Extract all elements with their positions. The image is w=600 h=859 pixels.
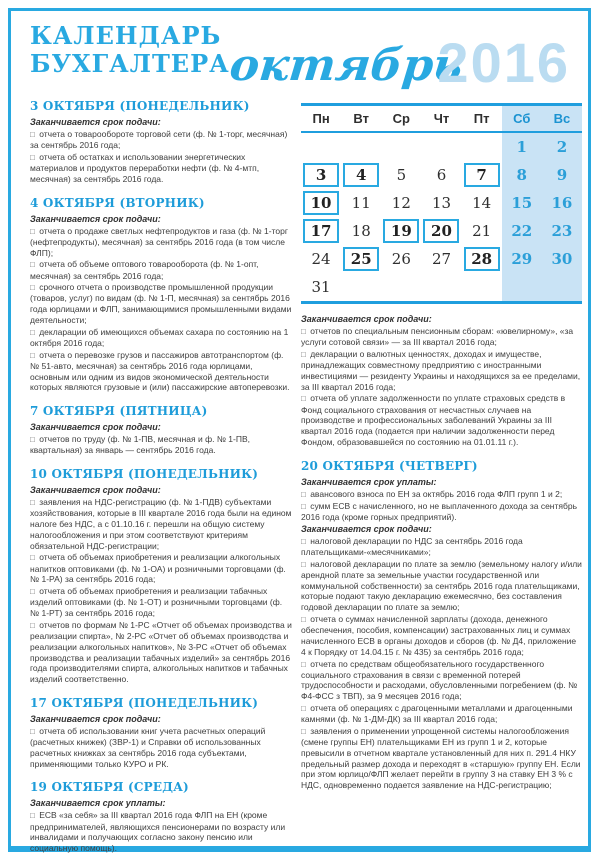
- calendar-day-cell: 26: [391, 250, 411, 268]
- deadline-item-text: отчетов по специальным пенсионным сборам: «ювелирному», «за услуги сотовой связи» — за III квартал 2016 года;: [301, 326, 574, 348]
- calendar-day-cell: [301, 133, 341, 161]
- deadline-item: [30, 282, 292, 326]
- calendar-date-section: [301, 314, 582, 448]
- checkbox-icon: □: [30, 498, 35, 508]
- right-column: [301, 103, 582, 802]
- checkbox-icon: □: [301, 536, 306, 546]
- section-date-heading: 17 ОКТЯБРЯ (ПОНЕДЕЛЬНИК): [30, 695, 259, 710]
- checkbox-icon: □: [30, 260, 35, 270]
- calendar-weekday-header: Пт: [462, 106, 502, 133]
- deadline-item: [30, 586, 292, 619]
- calendar-day-cell: [381, 217, 421, 245]
- deadline-item-text: заявления на НДС-регистрацию (ф. № 1-ПДВ) субъектами хозяйствования, которые в III квартале 2016 года были на едином налоге без НДС, а с 01.10.16 г. перешли на общую систему налогообложения и при этом соответствуют критериям обязательной НДС-регистрации;: [30, 497, 292, 551]
- section-date-heading: 4 ОКТЯБРЯ (ВТОРНИК): [30, 195, 205, 210]
- calendar-day-cell: [462, 245, 502, 273]
- section-date-heading: 3 ОКТЯБРЯ (ПОНЕДЕЛЬНИК): [30, 99, 250, 113]
- deadline-item: [301, 349, 582, 393]
- deadline-item: [30, 350, 292, 394]
- calendar-date-section: [30, 467, 292, 685]
- checkbox-icon: □: [301, 327, 306, 336]
- month-name: октябрь: [227, 40, 465, 91]
- deadline-item-text: отчета об объемах приобретения и реализации алкогольных напитков оптовиками (ф. № 1-ОА) и розничными торговцами (ф. № 1-РА) за сентябрь 2016 года;: [30, 552, 286, 585]
- checkbox-icon: □: [30, 327, 35, 337]
- checkbox-icon: □: [30, 811, 35, 821]
- calendar-day-cell: 23: [542, 217, 582, 245]
- calendar-day-cell: [341, 133, 381, 161]
- section-date-heading: 7 ОКТЯБРЯ (ПЯТНИЦА): [30, 404, 208, 419]
- deadline-item-text: отчета о продаже светлых нефтепродуктов и газа (ф. № 1-торг (нефтепродукты), месячная) за сентябрь 2016 года (в том числе ФЛП);: [30, 225, 288, 258]
- marked-date-box: 20: [423, 219, 459, 243]
- deadline-item: [301, 703, 582, 725]
- deadline-item-text: декларации об имеющихся объемах сахара по состоянию на 1 октября 2016 года;: [30, 326, 289, 348]
- deadline-type-label: Заканчивается срок подачи:: [30, 117, 161, 127]
- deadline-item: [301, 393, 582, 447]
- calendar-day-cell: 13: [431, 194, 452, 212]
- deadline-item-text: отчета об объеме оптового товарооборота (ф. № 1-опт, месячная) за сентябрь 2016 года;: [30, 259, 259, 281]
- calendar-day-cell: 11: [351, 194, 371, 212]
- calendar-day-cell: [341, 273, 381, 301]
- calendar-weekday-header: Вс: [542, 106, 582, 133]
- calendar-day-cell: 21: [472, 222, 492, 240]
- checkbox-icon: □: [30, 553, 35, 563]
- deadline-item: [301, 614, 582, 658]
- calendar-day-cell: [421, 273, 461, 301]
- deadline-item-text: срочного отчета о производстве промышленной продукции (товаров, услуг) по видам (ф. № 1-П, месячная) за сентябрь 2016 года юрлицами и ФЛП, занимающимися промышленными видами деятельности;: [30, 282, 292, 326]
- deadline-item-text: заявления о применении упрощенной системы налогообложения (смене группы ЕН) плательщиками ЕН из групп 1 и 2, которые превысили в отчетном квартале установленный для них п. 291.4 НКУ предельный размер дохода и переходят в «старшую» группу ЕН. Если при этом юрлицо/ФЛП желает перейти в группу 3 на ставку ЕН 3 % с НДС, одновременно подается заявление на НДС-регистрацию;: [301, 725, 581, 791]
- deadline-item-text: отчета по средствам общеобязательного государственного социального страхования в связи с временной потерей трудоспособности и расходами, обусловленными погребением (ф. № Ф4-ФСС з ТВП), за 9 месяцев 2016 года;: [301, 658, 578, 702]
- calendar-weekday-header: Чт: [421, 106, 461, 133]
- deadline-item-text: авансового взноса по ЕН за октябрь 2016 года ФЛП групп 1 и 2;: [307, 488, 563, 499]
- calendar-day-cell: [462, 133, 502, 161]
- calendar-day-cell: [381, 273, 421, 301]
- deadline-type-label: Заканчивается срок подачи:: [301, 314, 432, 324]
- calendar-day-cell: [421, 217, 461, 245]
- left-column: [30, 99, 292, 859]
- checkbox-icon: □: [30, 350, 35, 360]
- calendar-day-cell: 27: [431, 250, 452, 268]
- marked-date-box: 10: [303, 191, 339, 215]
- calendar-day-cell: 29: [502, 245, 542, 273]
- marked-date-box: 4: [343, 163, 379, 187]
- calendar-day-cell: 12: [391, 194, 411, 212]
- checkbox-icon: □: [30, 726, 35, 736]
- calendar-weekday-header: Сб: [502, 106, 542, 133]
- deadline-item-text: налоговой декларации по плате за землю (земельному налогу и/или арендной плате за земельные участки государственной или коммунальной собственности) за сентябрь 2016 года плательщиками, которые подают такую декларацию ежемесячно, без составления годовой декларации по плате за землю;: [301, 558, 582, 613]
- calendar-weekday-header: Ср: [381, 106, 421, 133]
- calendar-day-cell: 24: [311, 250, 331, 268]
- deadline-item: [30, 129, 292, 151]
- month-calendar-grid: [301, 103, 582, 304]
- deadline-item-text: отчета об уплате задолженности по уплате страховых средств в Фонд социального страхования от несчастных случаев на производстве и профессиональных заболеваний Украины за III квартал 2016 года (подается при наличии задолженности перед Фондом, образовавшейся по состоянию на 01.01.11 г.).: [301, 393, 566, 447]
- checkbox-icon: □: [301, 349, 306, 359]
- calendar-date-section: [30, 780, 292, 854]
- calendar-day-cell: 22: [502, 217, 542, 245]
- deadline-item: [30, 810, 292, 854]
- calendar-date-section: [30, 196, 292, 394]
- checkbox-icon: □: [30, 587, 35, 597]
- deadline-item-text: ЕСВ «за себя» за III квартал 2016 года ФЛП на ЕН (кроме предпринимателей, являющихся пенсионерами по возрасту или инвалидами и получающих согласно закону пенсию или социальную помощь).: [30, 810, 286, 854]
- calendar-date-section: [30, 99, 292, 185]
- deadline-item-text: отчета об объемах приобретения и реализации табачных изделий оптовиками (ф. № 1-ОТ) и розничными торговцами (ф. № 1-РТ) за сентябрь 2016 года;: [30, 586, 283, 619]
- page-title-line2: БУХГАЛТЕРА: [30, 49, 230, 78]
- calendar-day-cell: [301, 189, 341, 217]
- calendar-day-cell: 8: [502, 161, 542, 189]
- deadline-item-text: отчета об использовании книг учета расчетных операций (расчетных книжек) (ЗВР-1) и Справки об использованных расчетных книжках за сентябрь 2016 года субъектами, применяющими только КУРО и РК.: [30, 725, 266, 769]
- deadline-item: [30, 152, 292, 185]
- checkbox-icon: □: [301, 704, 306, 714]
- calendar-date-section: [30, 696, 292, 770]
- deadline-item: [30, 552, 292, 585]
- deadline-item-text: отчетов по труду (ф. № 1-ПВ, месячная и ф. № 1-ПВ, квартальная) за январь — сентябрь 2016 года.: [30, 434, 250, 456]
- calendar-day-cell: [381, 133, 421, 161]
- deadline-item-text: отчета об остатках и использовании энергетических материалов и продуктов переработки нефти (ф. № 4-мтп, месячная) за сентябрь 2016 года.: [30, 151, 260, 184]
- calendar-day-cell: [301, 217, 341, 245]
- checkbox-icon: □: [301, 394, 306, 404]
- checkbox-icon: □: [30, 283, 35, 293]
- deadline-item: [30, 620, 292, 685]
- deadline-item: [301, 659, 582, 703]
- calendar-date-section: [30, 404, 292, 456]
- calendar-day-cell: 31: [311, 278, 331, 296]
- deadline-item-text: отчета о суммах начисленной зарплаты (дохода, денежного обеспечения, пособия, компенсации) застрахованных лиц и суммах начисленного ЕСВ в органы доходов и сборов (ф. № Д4, приложение 4 к Порядку от 14.04.15 г. № 435) за сентябрь 2016 года;: [301, 614, 577, 657]
- marked-date-box: 7: [464, 163, 500, 187]
- calendar-day-cell: [462, 161, 502, 189]
- deadline-type-label: Заканчивается срок подачи:: [301, 523, 432, 534]
- deadline-item-text: отчета об операциях с драгоценными металлами и драгоценными камнями (ф. № 1-ДМ-ДК) за III квартал 2016 года;: [301, 703, 573, 725]
- deadline-item-text: декларации о валютных ценностях, доходах и имуществе, принадлежащих совместному предприятию с иностранными инвестициями — резиденту Украины и находящихся за ее пределами, за III квартал 2016 года;: [301, 348, 581, 392]
- deadline-item-text: налоговой декларации по НДС за сентябрь 2016 года плательщиками-«месячниками»;: [301, 535, 523, 557]
- section-date-heading: 10 ОКТЯБРЯ (ПОНЕДЕЛЬНИК): [30, 467, 259, 482]
- calendar-day-cell: [421, 133, 461, 161]
- marked-date-box: 3: [303, 163, 339, 187]
- page-title-line1: КАЛЕНДАРЬ: [30, 21, 222, 50]
- deadline-type-label: Заканчивается срок уплаты:: [301, 476, 437, 487]
- deadline-item: [301, 559, 582, 613]
- calendar-weekday-header: Вт: [341, 106, 381, 133]
- section-date-heading: 19 ОКТЯБРЯ (СРЕДА): [30, 780, 189, 795]
- calendar-day-cell: 6: [436, 166, 447, 184]
- checkbox-icon: □: [301, 615, 306, 625]
- checkbox-icon: □: [301, 489, 306, 499]
- marked-date-box: 19: [383, 219, 419, 243]
- deadline-type-label: Заканчивается срок подачи:: [30, 485, 161, 496]
- deadline-type-label: Заканчивается срок подачи:: [30, 213, 161, 224]
- calendar-day-cell: 14: [472, 194, 492, 212]
- calendar-day-cell: 5: [396, 166, 407, 184]
- deadline-item: [301, 501, 582, 523]
- deadline-item: [30, 434, 292, 456]
- calendar-weekday-header: Пн: [301, 106, 341, 133]
- deadline-item-text: отчетов по формам № 1-РС «Отчет об объемах производства и реализации спирта», № 2-РС «Отчет об объемах производства и реализации алкогольных напитков», № 3-РС «Отчет об объемах производства и реализации табачных изделий» за сентябрь 2016 года производителями спирта, алкогольных напитков и табачных изделий соответственно.: [30, 619, 292, 685]
- checkbox-icon: □: [30, 435, 35, 445]
- calendar-day-cell: 9: [542, 161, 582, 189]
- deadline-item: [301, 489, 582, 500]
- checkbox-icon: □: [301, 659, 306, 669]
- calendar-day-cell: 1: [502, 133, 542, 161]
- marked-date-box: 25: [343, 247, 379, 271]
- deadline-item-text: отчета о товарообороте торговой сети (ф. № 1-торг, месячная) за сентябрь 2016 года;: [30, 129, 288, 151]
- calendar-day-cell: [301, 161, 341, 189]
- calendar-day-cell: [341, 161, 381, 189]
- calendar-day-cell: 2: [542, 133, 582, 161]
- checkbox-icon: □: [30, 620, 35, 630]
- marked-date-box: 28: [464, 247, 500, 271]
- calendar-day-cell: [462, 273, 502, 301]
- deadline-item: [301, 536, 582, 558]
- checkbox-icon: □: [30, 226, 35, 236]
- deadline-item: [30, 497, 292, 551]
- checkbox-icon: □: [301, 501, 306, 511]
- checkbox-icon: □: [30, 130, 35, 139]
- deadline-item: [301, 726, 582, 791]
- deadline-type-label: Заканчивается срок подачи:: [30, 422, 161, 433]
- calendar-day-cell: 18: [351, 222, 371, 240]
- deadline-item-text: сумм ЕСВ с начисленного, но не выплаченного дохода за сентябрь 2016 года (кроме горных предприятий).: [301, 500, 578, 523]
- calendar-day-cell: 15: [502, 189, 542, 217]
- checkbox-icon: □: [30, 152, 35, 162]
- deadline-item: [30, 327, 292, 349]
- deadline-item-text: отчета о перевозке грузов и пассажиров автотранспортом (ф. № 51-авто, месячная) за сентябрь 2016 года юрлицами, основным или одним из видов экономической деятельности которых являются грузовые и (или) пассажирские автоперевозки.: [30, 349, 290, 393]
- year-label: 2016: [437, 31, 570, 94]
- checkbox-icon: □: [301, 559, 306, 569]
- calendar-day-cell: 30: [542, 245, 582, 273]
- calendar-day-cell: [542, 273, 582, 301]
- marked-date-box: 17: [303, 219, 339, 243]
- deadline-type-label: Заканчивается срок уплаты:: [30, 798, 166, 809]
- deadline-item: [30, 226, 292, 259]
- section-date-heading: 20 ОКТЯБРЯ (ЧЕТВЕРГ): [301, 458, 478, 473]
- calendar-day-cell: [341, 245, 381, 273]
- checkbox-icon: □: [301, 726, 306, 736]
- deadline-item: [30, 726, 292, 770]
- deadline-item: [30, 259, 292, 281]
- deadline-type-label: Заканчивается срок подачи:: [30, 713, 161, 724]
- calendar-date-section: [301, 459, 582, 791]
- calendar-day-cell: [502, 273, 542, 301]
- calendar-day-cell: 16: [542, 189, 582, 217]
- page-header: [30, 22, 572, 92]
- deadline-item: [301, 326, 582, 348]
- right-column-sections: [301, 314, 582, 791]
